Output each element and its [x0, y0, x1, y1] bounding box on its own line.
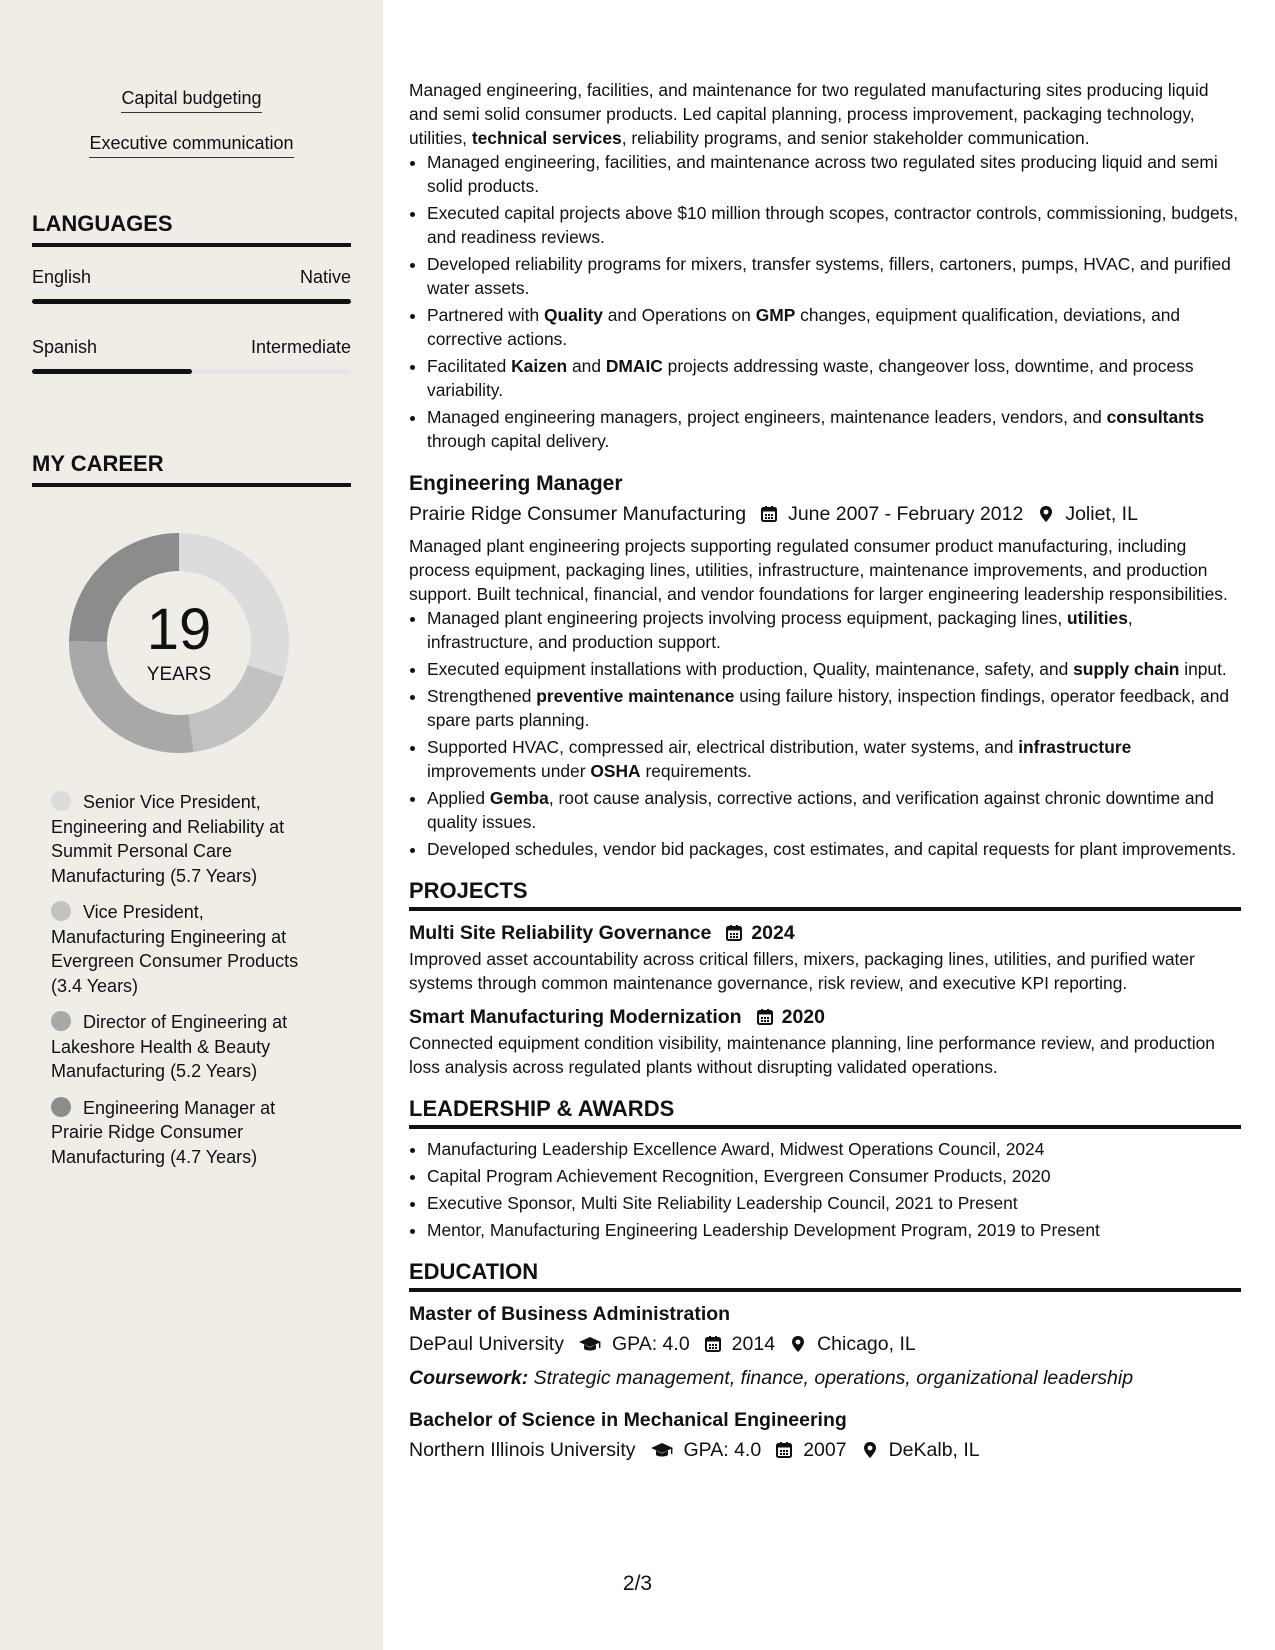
role-bullets	[409, 150, 1241, 453]
project-year: 2020	[781, 1006, 825, 1028]
bullet-item	[427, 303, 1241, 351]
job-meta	[409, 500, 1241, 528]
skill-item	[0, 88, 383, 113]
job-summary: Managed plant engineering projects supporting regulated consumer product manufacturing, including process equipment, packaging lines, utilities, infrastructure, maintenance improvements, and production support. Built technical, financial, and vendor foundations for larger engineering leadership responsibilities.	[409, 536, 1228, 604]
legend-dot-icon	[51, 791, 71, 811]
calendar-icon	[725, 924, 743, 942]
languages-heading: LANGUAGES	[32, 211, 351, 247]
text-run: improvements under	[427, 761, 591, 781]
legend-dot-icon	[51, 901, 71, 921]
projects-heading: PROJECTS	[409, 877, 1241, 911]
language-proficiency-fill	[32, 369, 192, 374]
graduation-year: 2007	[803, 1439, 847, 1461]
calendar-icon	[760, 505, 778, 523]
project-year: 2024	[751, 922, 795, 944]
text-run: requirements.	[640, 761, 752, 781]
bold-keyword: infrastructure	[1018, 737, 1132, 757]
career-legend-text: Vice President, Manufacturing Engineering at Evergreen Consumer Products (3.4 Years)	[51, 902, 299, 996]
project-item	[409, 919, 1241, 995]
location-pin-icon	[1037, 505, 1055, 523]
sidebar	[0, 0, 383, 1650]
language-row	[32, 267, 351, 288]
page-number: 2/3	[622, 1572, 653, 1595]
job-dates: June 2007 - February 2012	[788, 503, 1024, 525]
award-item: • Executive Sponsor, Multi Site Reliability Leadership Council, 2021 to Present	[427, 1191, 1241, 1215]
bullet-item	[427, 684, 1241, 732]
bullet-item	[427, 354, 1241, 402]
text-run: Facilitated	[427, 356, 512, 376]
career-legend-item	[51, 900, 321, 998]
education-heading: EDUCATION	[409, 1258, 1241, 1292]
awards-list	[409, 1137, 1241, 1242]
project-description: Connected equipment condition visibility, maintenance planning, line performance review, and production loss analysis across regulated plants without disrupting validated operations.	[409, 1033, 1215, 1077]
bold-keyword: consultants	[1106, 407, 1205, 427]
text-run: and Operations on	[602, 305, 756, 325]
bold-keyword: preventive maintenance	[536, 686, 735, 706]
award-item: • Capital Program Achievement Recognition, Evergreen Consumer Products, 2020	[427, 1164, 1241, 1188]
bold-keyword: Gemba	[489, 788, 549, 808]
bullet-item	[427, 735, 1241, 783]
language-proficiency-bar	[32, 299, 351, 304]
skill-label: Capital budgeting	[121, 88, 261, 113]
award-item: • Mentor, Manufacturing Engineering Leadership Development Program, 2019 to Present	[427, 1218, 1241, 1242]
degree-title: Master of Business Administration	[409, 1303, 731, 1325]
project-item	[409, 1003, 1241, 1079]
text-run: , root cause analysis, corrective actions, and verification against chronic downtime and quality issues.	[427, 788, 1214, 832]
text-run: Managed plant engineering projects involving process equipment, packaging lines,	[427, 608, 1067, 628]
education-item	[409, 1406, 1241, 1464]
coursework-text: Strategic management, finance, operations, organizational leadership	[533, 1367, 1134, 1389]
career-legend-item	[51, 790, 321, 888]
text-run: through capital delivery.	[427, 431, 610, 451]
language-row	[32, 337, 351, 358]
career-legend-text: Engineering Manager at Prairie Ridge Consumer Manufacturing (4.7 Years)	[51, 1097, 276, 1167]
bullet-item	[427, 150, 1241, 198]
text-run: Executed capital projects above $10 million through scopes, contractor controls, commissioning, budgets, and readiness reviews.	[427, 203, 1239, 247]
education-item	[409, 1300, 1241, 1392]
school-location: Chicago, IL	[817, 1333, 916, 1355]
bold-keyword: OSHA	[590, 761, 641, 781]
career-legend	[51, 790, 321, 1181]
text-run: Applied	[427, 788, 490, 808]
bold-keyword: Kaizen	[511, 356, 568, 376]
project-title: Smart Manufacturing Modernization	[409, 1006, 742, 1028]
coursework	[409, 1364, 1241, 1392]
project-title: Multi Site Reliability Governance	[409, 922, 712, 944]
text-run: using failure history, inspection findings, operator feedback, and spare parts planning.	[427, 686, 1230, 730]
coursework-label: Coursework:	[409, 1367, 529, 1389]
legend-dot-icon	[51, 1097, 71, 1117]
bold-keyword: GMP	[755, 305, 796, 325]
bullet-item	[427, 606, 1241, 654]
text-run: changes, equipment qualification, deviations, and corrective actions.	[427, 305, 1181, 349]
bold-keyword: utilities	[1067, 608, 1128, 628]
bold-keyword: DMAIC	[605, 356, 663, 376]
career-heading: MY CAREER	[32, 451, 351, 487]
legend-dot-icon	[51, 1011, 71, 1031]
text-run: Managed engineering, facilities, and maintenance for two regulated manufacturing sites producing liquid and semi solid consumer products. Led capital planning, process improvement, packaging technology, utilities,	[409, 80, 1209, 148]
gpa: GPA: 4.0	[683, 1439, 762, 1461]
main-content	[409, 78, 1241, 1470]
career-legend-text: Senior Vice President, Engineering and Reliability at Summit Personal Care Manufacturing (5.7 Years)	[51, 792, 285, 886]
degree-title: Bachelor of Science in Mechanical Engineering	[409, 1409, 847, 1431]
bullet-item	[427, 201, 1241, 249]
text-run: and	[567, 356, 606, 376]
career-legend-text: Director of Engineering at Lakeshore Health & Beauty Manufacturing (5.2 Years)	[51, 1012, 288, 1081]
career-legend-item	[51, 1010, 321, 1084]
bullet-item	[427, 786, 1241, 834]
calendar-icon	[775, 1441, 793, 1459]
bullet-item	[427, 252, 1241, 300]
text-run: Managed engineering, facilities, and maintenance across two regulated sites producing liquid and semi solid products.	[427, 152, 1218, 196]
career-legend-item	[51, 1096, 321, 1170]
education-meta	[409, 1330, 1241, 1358]
job-location: Joliet, IL	[1065, 503, 1138, 525]
role-summary	[409, 78, 1241, 150]
language-proficiency-bar	[32, 369, 351, 374]
text-run: Supported HVAC, compressed air, electrical distribution, water systems, and	[427, 737, 1019, 757]
text-run: Executed equipment installations with production, Quality, maintenance, safety, and	[427, 659, 1074, 679]
education-meta	[409, 1436, 1241, 1464]
years-label: YEARS	[146, 664, 212, 685]
text-run: , reliability programs, and senior stakeholder communication.	[621, 128, 1090, 148]
graduation-cap-icon	[578, 1335, 602, 1353]
text-run: projects addressing waste, changeover loss, downtime, and process variability.	[427, 356, 1194, 400]
location-pin-icon	[789, 1335, 807, 1353]
language-level: Intermediate	[250, 337, 351, 357]
graduation-cap-icon	[650, 1441, 674, 1459]
school-name: Northern Illinois University	[409, 1439, 636, 1461]
language-name: English	[32, 267, 92, 287]
calendar-icon	[756, 1008, 774, 1026]
calendar-icon	[704, 1335, 722, 1353]
awards-heading: LEADERSHIP & AWARDS	[409, 1095, 1241, 1129]
skill-label: Executive communication	[89, 133, 293, 158]
gpa: GPA: 4.0	[611, 1333, 690, 1355]
text-run: Developed reliability programs for mixers, transfer systems, fillers, cartoners, pumps, HVAC, and purified water assets.	[427, 254, 1231, 298]
job-bullets	[409, 606, 1241, 861]
text-run: Partnered with	[427, 305, 544, 325]
award-item: • Manufacturing Leadership Excellence Award, Midwest Operations Council, 2024	[427, 1137, 1241, 1161]
bold-keyword: technical services	[471, 128, 622, 148]
text-run: Developed schedules, vendor bid packages, cost estimates, and capital requests for plant improvements.	[427, 839, 1237, 859]
bold-keyword: Quality	[543, 305, 603, 325]
text-run: , infrastructure, and production support.	[427, 608, 1133, 652]
job-title: Engineering Manager	[409, 472, 623, 495]
location-pin-icon	[861, 1441, 879, 1459]
text-run: Managed engineering managers, project engineers, maintenance leaders, vendors, and	[427, 407, 1107, 427]
language-proficiency-fill	[32, 299, 351, 304]
school-name: DePaul University	[409, 1333, 564, 1355]
school-location: DeKalb, IL	[888, 1439, 980, 1461]
bullet-item	[427, 837, 1241, 861]
language-level: Native	[299, 267, 351, 287]
company-name: Prairie Ridge Consumer Manufacturing	[409, 503, 747, 525]
years-total: 19	[146, 597, 212, 662]
project-description: Improved asset accountability across critical fillers, mixers, packaging lines, utilities, and purified water systems through common maintenance governance, risk review, and executive KPI reporting.	[409, 949, 1195, 993]
skill-item	[0, 133, 383, 158]
bullet-item	[427, 405, 1241, 453]
bold-keyword: supply chain	[1073, 659, 1180, 679]
bullet-item	[427, 657, 1241, 681]
graduation-year: 2014	[731, 1333, 776, 1355]
language-name: Spanish	[32, 337, 98, 357]
text-run: input.	[1179, 659, 1227, 679]
text-run: Strengthened	[427, 686, 537, 706]
